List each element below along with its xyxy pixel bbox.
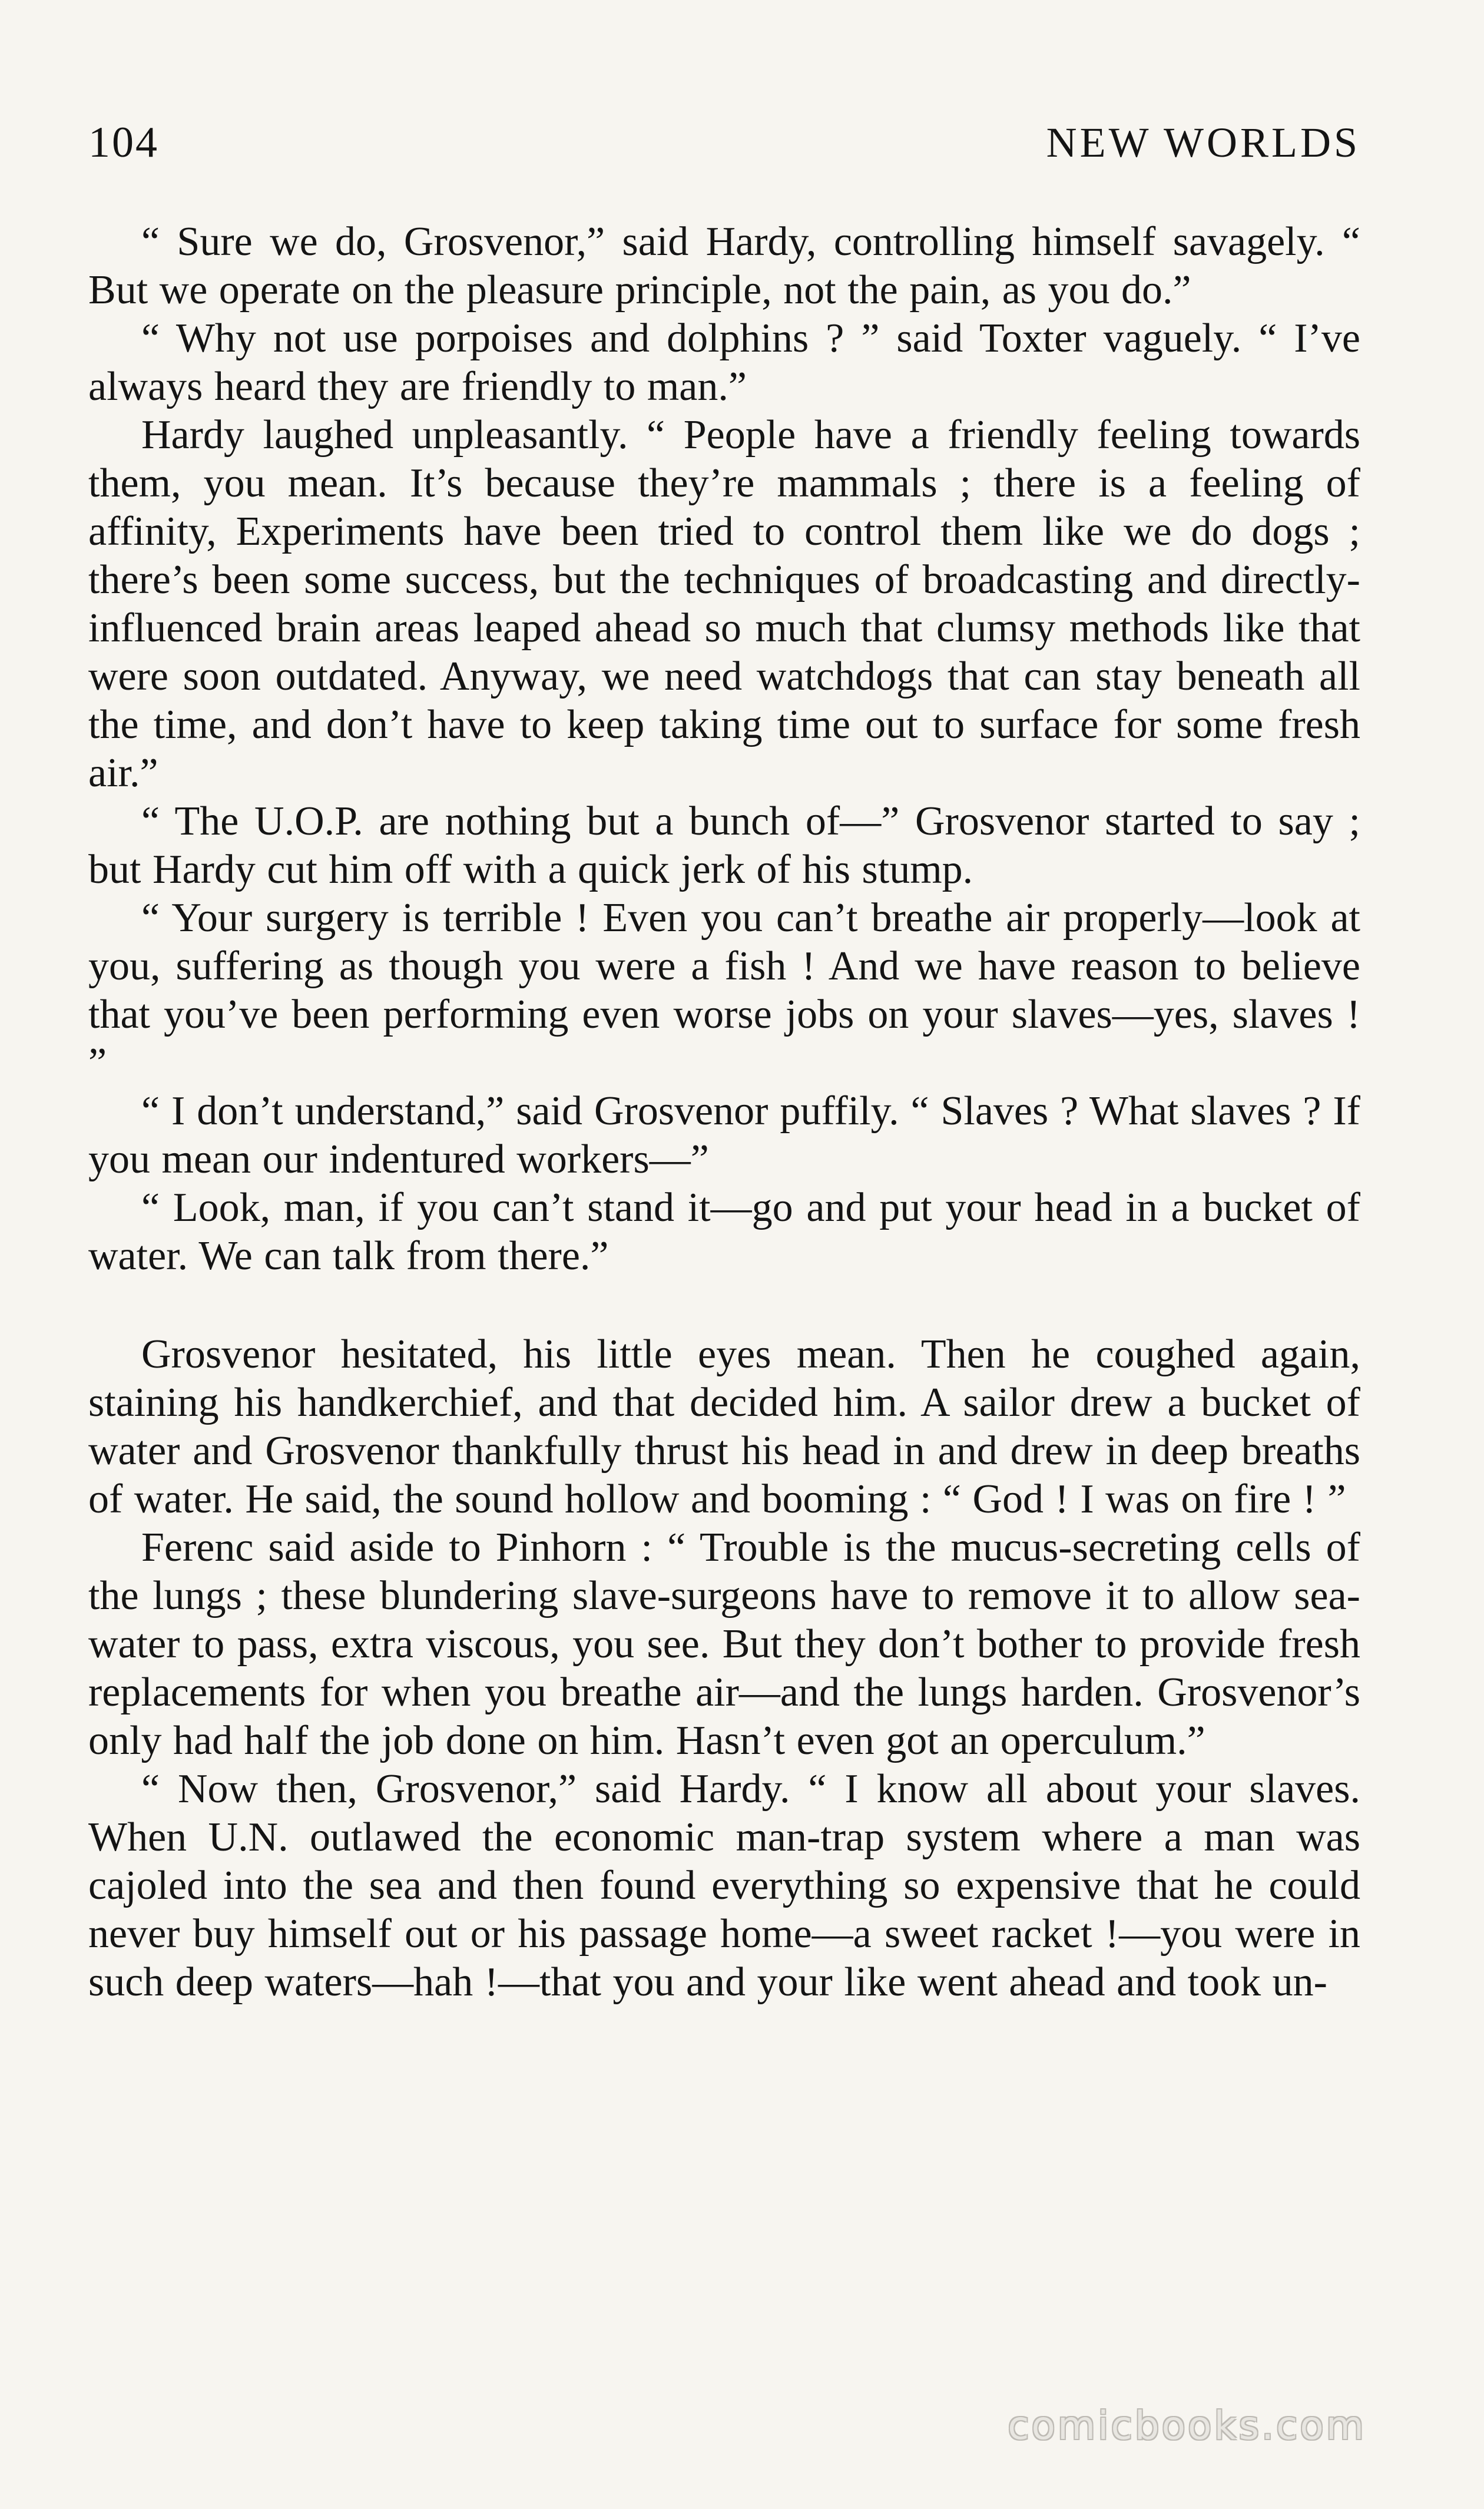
- running-head: [88, 118, 1360, 183]
- paragraph-9: Ferenc said aside to Pinhorn : “ Trouble is the mucus-secreting cells of the lungs ; these blundering slave-surgeons have to remove it to allow sea-water to pass, extra viscous, you see. But they don’t bother to provide fresh replacements for when you breathe air—and the lungs harden. Grosvenor’s only had half the job done on him. Hasn’t even got an operculum.”: [88, 1525, 1360, 1763]
- paragraph-8: Grosvenor hesitated, his little eyes mean. Then he coughed again, staining his handkerchief, and that decided him. A sailor drew a bucket of water and Grosvenor thankfully thrust his head in and drew in deep breaths of water. He said, the sound hollow and booming : “ God ! I was on fire ! ”: [88, 1332, 1360, 1522]
- text-body: [88, 218, 1360, 2007]
- paragraph-7: “ Look, man, if you can’t stand it—go and put your head in a bucket of water. We can talk from there.”: [88, 1185, 1360, 1279]
- paragraph-4: “ The U.O.P. are nothing but a bunch of—” Grosvenor started to say ; but Hardy cut him off with a quick jerk of his stump.: [88, 799, 1360, 892]
- paragraph-1: “ Sure we do, Grosvenor,” said Hardy, controlling himself savagely. “ But we operate on the pleasure principle, not the pain, as you do.”: [88, 219, 1360, 313]
- paragraph-3: Hardy laughed unpleasantly. “ People have a friendly feeling towards them, you mean. It’s because they’re mammals ; there is a feeling of affinity, Experiments have been tried to control them like we do dogs ; there’s been some success, but the techniques of broadcasting and directly-influenced brain areas leaped ahead so much that clumsy methods like that were soon outdated. Anyway, we need watchdogs that can stay beneath all the time, and don’t have to keep taking time out to surface for some fresh air.”: [88, 412, 1360, 796]
- watermark-credit: comicbooks.com: [1008, 2403, 1366, 2448]
- running-title: NEW WORLDS: [1046, 119, 1360, 166]
- page-number: 104: [88, 118, 159, 167]
- paragraph-6: “ I don’t understand,” said Grosvenor puffily. “ Slaves ? What slaves ? If you mean our indentured workers—”: [88, 1088, 1360, 1182]
- paragraph-5: “ Your surgery is terrible ! Even you can’t breathe air properly—look at you, suffering as though you were a fish ! And we have reason to believe that you’ve been performing even worse jobs on your slaves—yes, slaves ! ”: [88, 895, 1360, 1085]
- paragraph-2: “ Why not use porpoises and dolphins ? ” said Toxter vaguely. “ I’ve always heard they are friendly to man.”: [88, 316, 1360, 409]
- paragraph-10: “ Now then, Grosvenor,” said Hardy. “ I know all about your slaves. When U.N. outlawed the economic man-trap system where a man was cajoled into the sea and then found everything so expensive that he could never buy himself out or his passage home—a sweet racket !—you were in such deep waters—hah !—that you and your like went ahead and took un-: [88, 1766, 1360, 2005]
